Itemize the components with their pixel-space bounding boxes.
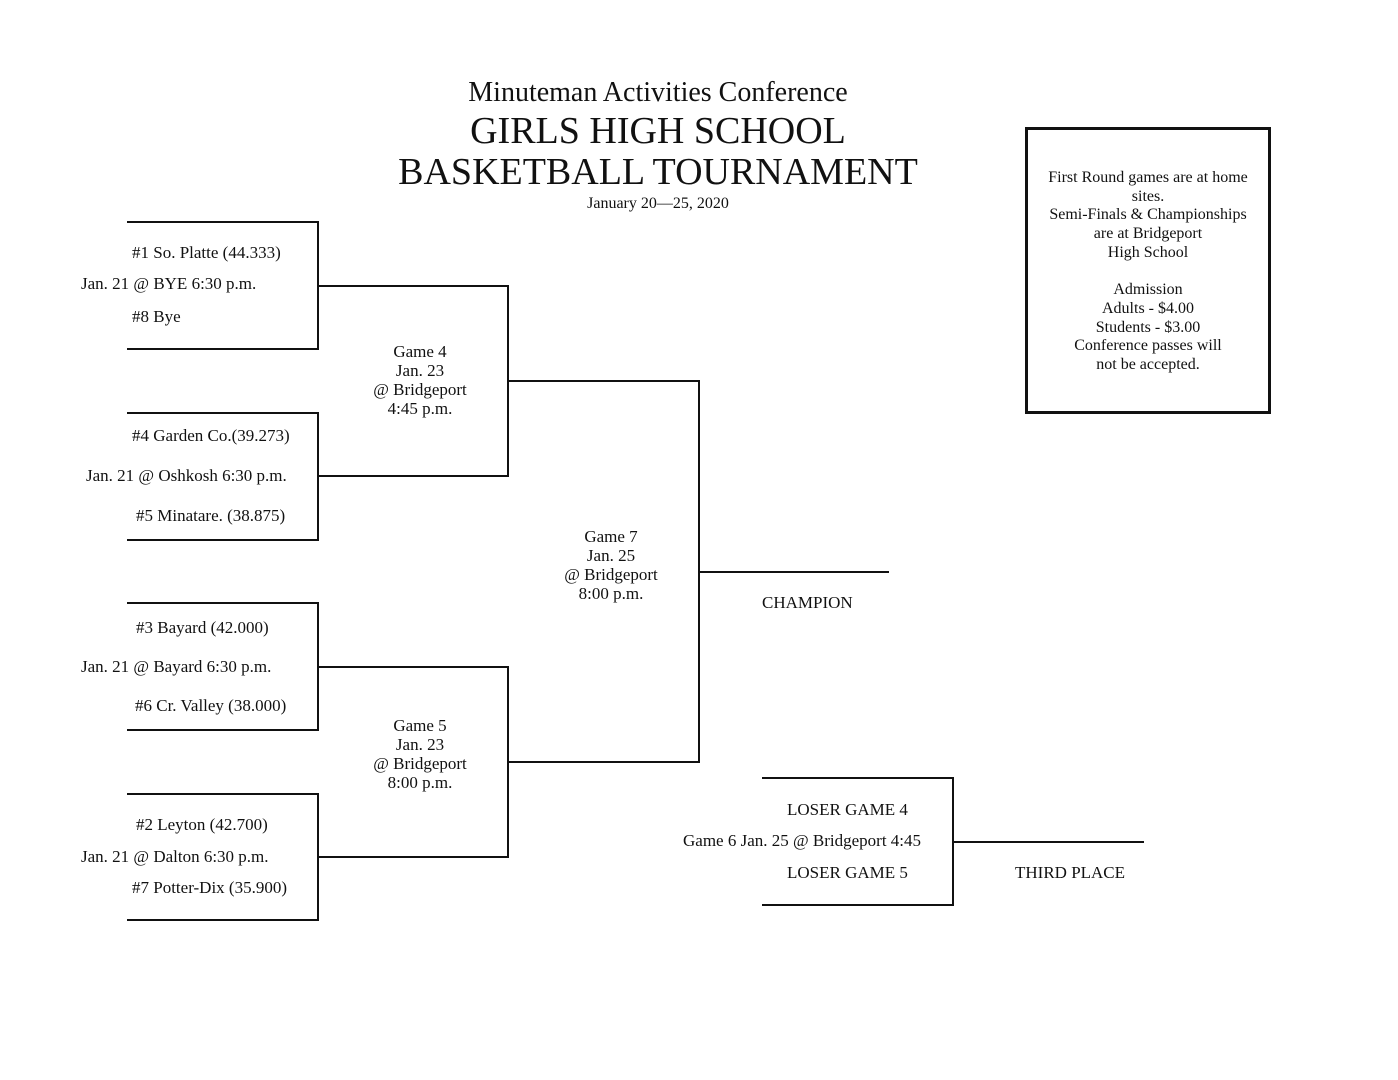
game-2-info: Jan. 21 @ Oshkosh 6:30 p.m.: [86, 466, 287, 485]
conference-name: Minuteman Activities Conference: [468, 77, 848, 108]
info-line: not be accepted.: [1096, 356, 1200, 374]
seed-5-team: #5 Minatare. (38.875): [136, 506, 286, 525]
game-7-date: Jan. 25: [586, 546, 636, 565]
third-place-label: THIRD PLACE: [1015, 863, 1126, 882]
loser-game-4: LOSER GAME 4: [787, 800, 908, 819]
game-5-time: 8:00 p.m.: [387, 773, 453, 792]
loser-game-5: LOSER GAME 5: [787, 863, 908, 882]
seed-8-team: #8 Bye: [132, 307, 181, 326]
champion-label: CHAMPION: [762, 593, 853, 612]
game-4-date: Jan. 23: [395, 361, 445, 380]
info-line: sites.: [1131, 187, 1165, 205]
game-5-info: [340, 716, 500, 792]
game-5-label: Game 5: [393, 716, 447, 735]
seed-7-team: #7 Potter-Dix (35.900): [132, 878, 288, 897]
title-line-2: BASKETBALL TOURNAMENT: [398, 151, 918, 193]
seed-6-team: #6 Cr. Valley (38.000): [135, 696, 287, 715]
seed-3-team: #3 Bayard (42.000): [136, 618, 269, 637]
info-line: Admission: [1113, 281, 1183, 299]
info-line: Semi-Finals & Championships: [1049, 206, 1247, 224]
game-1-info: Jan. 21 @ BYE 6:30 p.m.: [81, 274, 257, 293]
tournament-dates: January 20—25, 2020: [587, 195, 729, 212]
game-4-time: 4:45 p.m.: [387, 399, 453, 418]
seed-2-team: #2 Leyton (42.700): [136, 815, 268, 834]
seed-4-team: #4 Garden Co.(39.273): [132, 426, 290, 445]
game-3-info: Jan. 21 @ Bayard 6:30 p.m.: [81, 657, 272, 676]
info-line: Students - $3.00: [1095, 318, 1201, 336]
game-7-label: Game 7: [584, 527, 638, 546]
game-4-label: Game 4: [393, 342, 447, 361]
info-line: High School: [1107, 243, 1189, 261]
seed-1-team: #1 So. Platte (44.333): [132, 243, 281, 262]
game-6-info: Game 6 Jan. 25 @ Bridgeport 4:45: [683, 831, 922, 850]
title-line-1: GIRLS HIGH SCHOOL: [470, 110, 846, 152]
game-3b-info: Jan. 21 @ Dalton 6:30 p.m.: [81, 847, 269, 866]
game-5-site: @ Bridgeport: [373, 754, 467, 773]
game-7-site: @ Bridgeport: [564, 565, 658, 584]
info-line: First Round games are at home: [1048, 169, 1248, 186]
game-4-info: [340, 342, 500, 418]
info-line: Conference passes will: [1074, 337, 1222, 355]
game-5-date: Jan. 23: [395, 735, 445, 754]
info-line: Adults - $4.00: [1102, 299, 1194, 317]
game-4-site: @ Bridgeport: [373, 380, 467, 399]
info-line: are at Bridgeport: [1093, 225, 1203, 243]
game-7-info: [531, 527, 691, 603]
game-7-time: 8:00 p.m.: [578, 584, 644, 603]
